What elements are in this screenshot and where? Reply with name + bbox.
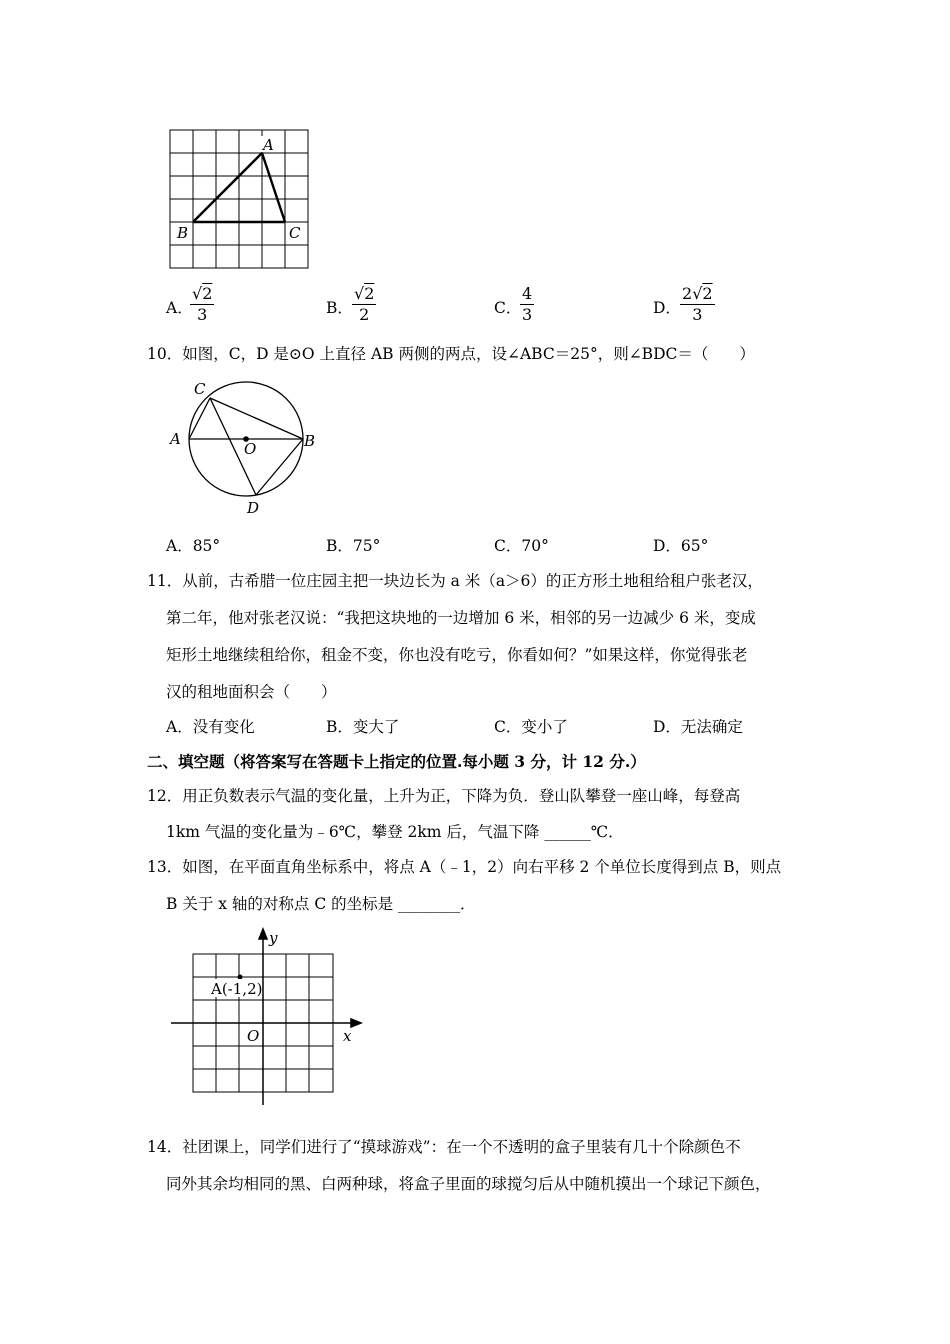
q13-label-y: y — [269, 929, 278, 947]
q10-label-o: O — [244, 440, 257, 458]
q9-option-c-fraction: $\frac{4}{3}$ — [522, 284, 533, 324]
q12-line-2: 1km 气温的变化量为﹣6℃，攀登 2km 后，气温下降 ______℃． — [166, 823, 624, 841]
q11-line-3: 矩形土地继续租给你，租金不变，你也没有吃亏，你看如何？”如果这样，你觉得张老 — [166, 646, 748, 664]
q9-label-a: A — [263, 136, 274, 154]
q11-option-d[interactable]: D．无法确定 — [653, 718, 743, 736]
q10-option-d[interactable]: D．65° — [653, 537, 709, 555]
q13-coordinate-figure — [165, 925, 370, 1110]
q10-option-c[interactable]: C．70° — [494, 537, 549, 555]
q9-option-b-fraction: $\frac{√2}{2}$ — [354, 284, 375, 324]
q12-line-1: 12．用正负数表示气温的变化量，上升为正，下降为负．登山队攀登一座山峰，每登高 — [147, 787, 741, 805]
q13-label-x: x — [343, 1027, 352, 1045]
q10-option-a[interactable]: A．85° — [166, 537, 221, 555]
q9-option-b-letter[interactable]: B． — [326, 299, 353, 317]
q9-option-a-fraction: $\frac{√2}{3}$ — [192, 284, 213, 324]
q9-label-c: C — [289, 224, 301, 242]
q9-option-a-letter[interactable]: A． — [166, 299, 193, 317]
q10-stem: 10．如图，C，D 是⊙O 上直径 AB 两侧的两点，设∠ABC＝25°，则∠BDC＝（ ） — [147, 345, 755, 363]
q13-line-2: B 关于 x 轴的对称点 C 的坐标是 ________． — [166, 895, 476, 913]
q9-option-d-fraction: $\frac{2√2}{3}$ — [682, 284, 713, 324]
section-2-heading: 二、填空题（将答案写在答题卡上指定的位置.每小题 3 分，计 12 分.） — [147, 752, 646, 771]
q11-option-a[interactable]: A．没有变化 — [166, 718, 255, 736]
q13-x-arrow — [351, 1019, 361, 1027]
q13-line-1: 13．如图，在平面直角坐标系中，将点 A（﹣1，2）向右平移 2 个单位长度得到点 B，则点 — [147, 858, 782, 876]
q11-option-c[interactable]: C．变小了 — [494, 718, 568, 736]
q13-point-a — [238, 975, 243, 980]
q9-label-b: B — [177, 224, 189, 242]
q11-line-4: 汉的租地面积会（ ） — [166, 683, 337, 701]
q14-line-2: 同外其余均相同的黑、白两种球，将盒子里面的球搅匀后从中随机摸出一个球记下颜色， — [166, 1175, 771, 1193]
q9-option-d-letter[interactable]: D． — [653, 299, 681, 317]
q13-y-arrow — [259, 929, 267, 939]
q10-option-b[interactable]: B．75° — [326, 537, 381, 555]
q10-label-b: B — [304, 432, 316, 450]
q10-label-c: C — [194, 380, 206, 398]
q10-label-a: A — [170, 430, 181, 448]
q10-circle-figure — [160, 372, 330, 520]
q11-option-b[interactable]: B．变大了 — [326, 718, 400, 736]
q11-line-1: 11．从前，古希腊一位庄园主把一块边长为 a 米（a＞6）的正方形土地租给租户张老汉， — [147, 572, 763, 590]
q10-label-d: D — [247, 499, 260, 517]
q9-grid-figure — [160, 120, 320, 280]
q14-line-1: 14．社团课上，同学们进行了“摸球游戏”：在一个不透明的盒子里装有几十个除颜色不 — [147, 1138, 741, 1156]
q9-option-c-letter[interactable]: C． — [494, 299, 522, 317]
q11-line-2: 第二年，他对张老汉说：“我把这块地的一边增加 6 米，相邻的另一边减少 6 米，变成 — [166, 609, 756, 627]
q13-label-point: A(-1,2) — [211, 980, 263, 998]
q13-label-origin: O — [247, 1027, 260, 1045]
